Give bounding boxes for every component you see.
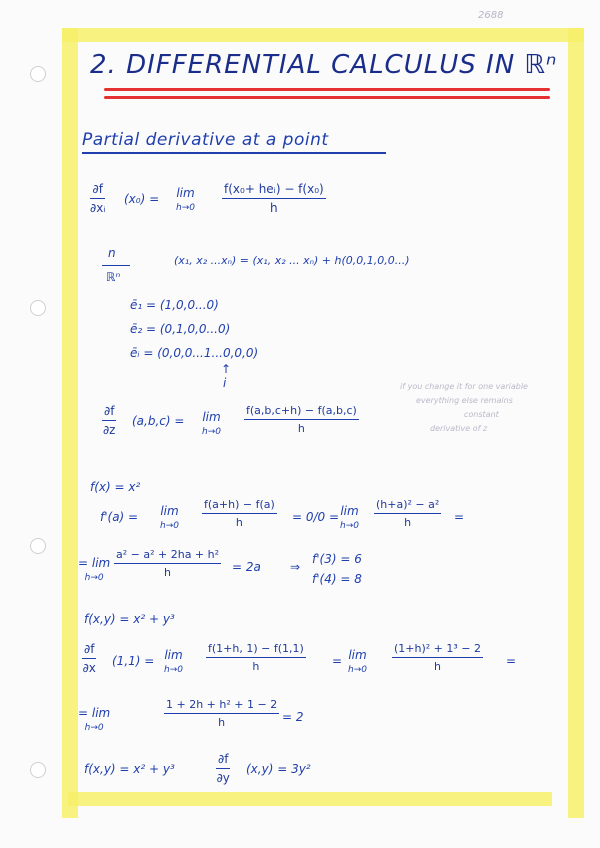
x2-frac1-num: f(a+h) − f(a) bbox=[202, 498, 277, 514]
x2-quotient-2 bbox=[374, 498, 441, 529]
xy-frac1-den: h bbox=[252, 660, 260, 673]
rn-n-label: n bbox=[108, 246, 116, 260]
fz-note-2: everything else remains bbox=[416, 396, 513, 405]
xy-result: = 2 bbox=[282, 710, 304, 724]
definition-lhs-point: (x₀) = bbox=[124, 192, 160, 206]
title-underline-2 bbox=[104, 96, 550, 99]
xy-partial-lhs bbox=[82, 642, 96, 675]
highlight-bottom bbox=[68, 792, 552, 806]
punch-hole-top bbox=[30, 66, 46, 82]
x2-frac3-num: a² − a² + 2ha + h² bbox=[114, 548, 221, 564]
punch-hole-bottom bbox=[30, 762, 46, 778]
definition-quotient bbox=[222, 182, 326, 215]
definition-lim-sub: h→0 bbox=[176, 203, 195, 213]
x2-definition: f(x) = x² bbox=[90, 480, 141, 494]
y-rhs: (x,y) = 3y² bbox=[246, 762, 311, 776]
xy-frac3-num: 1 + 2h + h² + 1 − 2 bbox=[164, 698, 279, 714]
x2-lim1-label: lim bbox=[160, 504, 179, 518]
x2-limit-1 bbox=[160, 504, 179, 531]
xy-definition: f(x,y) = x² + y³ bbox=[84, 612, 175, 626]
x2-side-1: f'(3) = 6 bbox=[312, 552, 362, 566]
definition-lhs-num: ∂f bbox=[90, 182, 105, 199]
x2-eq-tail: = bbox=[454, 510, 465, 524]
x2-limit-3 bbox=[78, 556, 110, 583]
xy-frac2-num: (1+h)² + 1³ − 2 bbox=[392, 642, 483, 658]
x2-eq-zero: = 0/0 = bbox=[292, 510, 340, 524]
corner-note: 2688 bbox=[478, 10, 504, 21]
y-lhs-den: ∂y bbox=[216, 771, 230, 785]
fz-limit bbox=[202, 410, 221, 437]
xy-quotient-2 bbox=[392, 642, 483, 673]
title-underline-1 bbox=[104, 88, 550, 91]
xy-lhs-point: (1,1) = bbox=[112, 654, 155, 668]
xy-lim1-sub: h→0 bbox=[164, 665, 183, 675]
index-i-label: i bbox=[223, 376, 227, 390]
x2-lim2-sub: h→0 bbox=[340, 521, 359, 531]
xy-lead-sub: h→0 bbox=[84, 723, 104, 733]
fz-lim-label: lim bbox=[202, 410, 221, 424]
fz-rhs-den: h bbox=[297, 422, 305, 435]
x2-quotient-3 bbox=[114, 548, 221, 579]
section-heading: Partial derivative at a point bbox=[82, 130, 329, 150]
x2-lead-label: = lim bbox=[78, 556, 111, 570]
x2-side-2: f'(4) = 8 bbox=[312, 572, 362, 586]
highlight-left bbox=[62, 28, 78, 818]
x2-fprime-label: f'(a) = bbox=[100, 510, 139, 524]
punch-hole-lower bbox=[30, 538, 46, 554]
xy-eq-mid: = bbox=[332, 654, 343, 668]
rn-label: ℝⁿ bbox=[106, 270, 121, 284]
x2-frac2-num: (h+a)² − a² bbox=[374, 498, 441, 514]
y-lhs-num: ∂f bbox=[216, 752, 230, 769]
fz-lhs-num: ∂f bbox=[102, 404, 116, 421]
arrow-up-icon: ↑ bbox=[221, 362, 232, 376]
xy-lhs-num: ∂f bbox=[82, 642, 96, 659]
unit-vector-e2: ē₂ = (0,1,0,0...0) bbox=[130, 322, 231, 336]
x2-frac2-den: h bbox=[404, 516, 412, 529]
fz-lhs-den: ∂z bbox=[102, 423, 116, 437]
xy-lhs-den: ∂x bbox=[82, 661, 96, 675]
xy-lead-label: = lim bbox=[78, 706, 111, 720]
x2-frac3-den: h bbox=[164, 566, 171, 579]
xy-eq-tail: = bbox=[506, 654, 517, 668]
fz-partial-lhs bbox=[102, 404, 116, 437]
x2-implies: ⇒ bbox=[290, 560, 301, 574]
definition-rhs-num: f(x₀+ heᵢ) − f(x₀) bbox=[222, 182, 326, 199]
section-heading-underline bbox=[82, 152, 386, 154]
x2-result: = 2a bbox=[232, 560, 261, 574]
unit-vector-e1: ē₁ = (1,0,0...0) bbox=[130, 298, 219, 312]
x2-quotient-1 bbox=[202, 498, 277, 529]
fz-note-1: if you change it for one variable bbox=[400, 382, 528, 391]
highlight-top bbox=[62, 28, 584, 42]
xy-limit-2 bbox=[348, 648, 367, 675]
y-partial-lhs bbox=[216, 752, 230, 785]
x2-lim2-label: lim bbox=[340, 504, 359, 518]
xy-lim1-label: lim bbox=[164, 648, 183, 662]
xy-lim2-label: lim bbox=[348, 648, 367, 662]
definition-lim-label: lim bbox=[176, 186, 195, 200]
xy-frac1-num: f(1+h, 1) − f(1,1) bbox=[206, 642, 306, 658]
fz-lim-sub: h→0 bbox=[202, 427, 221, 437]
y-definition: f(x,y) = x² + y³ bbox=[84, 762, 175, 776]
fz-rhs-num: f(a,b,c+h) − f(a,b,c) bbox=[244, 404, 359, 420]
fz-note-4: derivative of z bbox=[430, 424, 488, 433]
highlight-right bbox=[568, 28, 584, 818]
fz-quotient bbox=[244, 404, 359, 435]
definition-rhs-den: h bbox=[270, 201, 278, 215]
x2-frac1-den: h bbox=[235, 516, 243, 529]
xy-frac3-den: h bbox=[218, 716, 226, 729]
xy-limit-1 bbox=[164, 648, 183, 675]
x2-lead-sub: h→0 bbox=[84, 573, 104, 583]
x2-lim1-sub: h→0 bbox=[160, 521, 179, 531]
xy-limit-3 bbox=[78, 706, 110, 733]
fz-note-3: constant bbox=[464, 410, 499, 419]
xy-lim2-sub: h→0 bbox=[348, 665, 367, 675]
rn-vector-equation: (x₁, x₂ ...xₙ) = (x₁, x₂ ... xₙ) + h(0,0,1,0,0...) bbox=[174, 254, 410, 267]
x2-limit-2 bbox=[340, 504, 359, 531]
xy-quotient-1 bbox=[206, 642, 306, 673]
xy-quotient-3 bbox=[164, 698, 279, 729]
unit-vector-ei: ēᵢ = (0,0,0...1...0,0,0) bbox=[130, 346, 259, 360]
definition-partial-lhs bbox=[90, 182, 105, 215]
definition-limit bbox=[176, 186, 195, 213]
fz-lhs-point: (a,b,c) = bbox=[132, 414, 185, 428]
xy-frac2-den: h bbox=[434, 660, 441, 673]
page-title: 2. DIFFERENTIAL CALCULUS IN ℝⁿ bbox=[90, 50, 558, 80]
rn-fraction-bar bbox=[102, 265, 130, 266]
punch-hole-upper bbox=[30, 300, 46, 316]
definition-lhs-den: ∂xᵢ bbox=[90, 201, 106, 215]
